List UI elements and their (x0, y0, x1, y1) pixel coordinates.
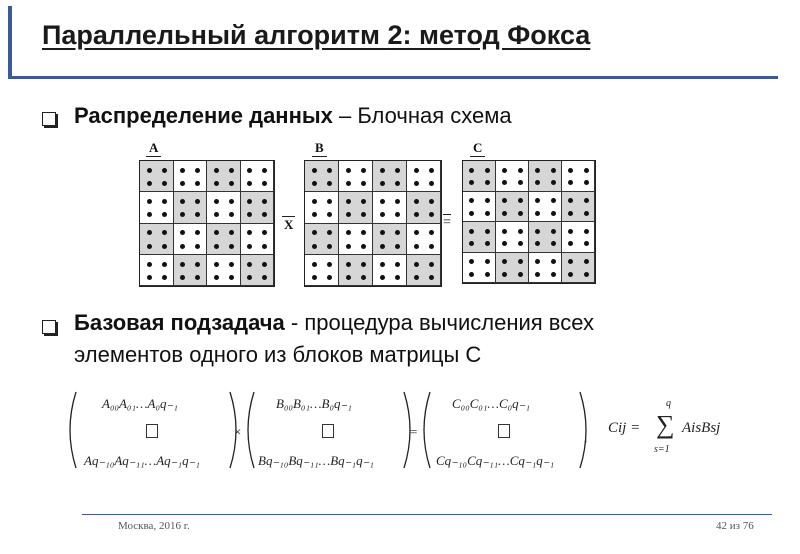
matrix-label-a: A (146, 140, 161, 157)
formula-times: × (234, 424, 242, 439)
cij-lhs: Cij = (608, 420, 641, 436)
footer-location-date: Москва, 2016 г. (118, 520, 190, 532)
footer-rule (82, 514, 772, 515)
matrix-c-first-row: C₀₀C₀₁…C₀q₋₁ (452, 396, 531, 411)
matrix-label-b: B (312, 140, 327, 157)
sum-term: AisBsj (682, 420, 721, 436)
sum-upper-limit: q (666, 398, 671, 409)
placeholder-glyph-icon (146, 424, 158, 438)
formula-comma: , (584, 430, 588, 445)
placeholder-glyph-icon (322, 424, 334, 438)
matrix-a-first-row: A₀₀A₀₁…A₀q₋₁ (102, 396, 178, 411)
bullet-data-distribution: Распределение данных – Блочная схема (74, 103, 512, 128)
matrix-b-last-row: Bq₋₁₀Bq₋₁₁…Bq₋₁q₋₁ (258, 453, 374, 468)
equals-operator: = (443, 215, 451, 230)
placeholder-glyph-icon (498, 424, 510, 438)
matrix-c-last-row: Cq₋₁₀Cq₋₁₁…Cq₋₁q₋₁ (436, 453, 555, 468)
page-title: Параллельный алгоритм 2: метод Фокса (42, 20, 591, 50)
matrix-b-first-row: B₀₀B₀₁…B₀q₋₁ (276, 396, 352, 411)
sum-lower-limit: s=1 (654, 444, 670, 455)
footer-page-number: 42 из 76 (716, 520, 754, 532)
matrix-a-last-row: Aq₋₁₀Aq₋₁₁…Aq₋₁q₋₁ (84, 453, 200, 468)
bullet-basic-subtask: Базовая подзадача - процедура вычисления всех элементов одного из блоков матрицы C (74, 310, 594, 367)
sum-sign: ∑ (656, 410, 675, 439)
formula-equals: = (410, 424, 418, 439)
times-operator: X (284, 217, 294, 232)
matrix-label-c: C (470, 140, 485, 157)
